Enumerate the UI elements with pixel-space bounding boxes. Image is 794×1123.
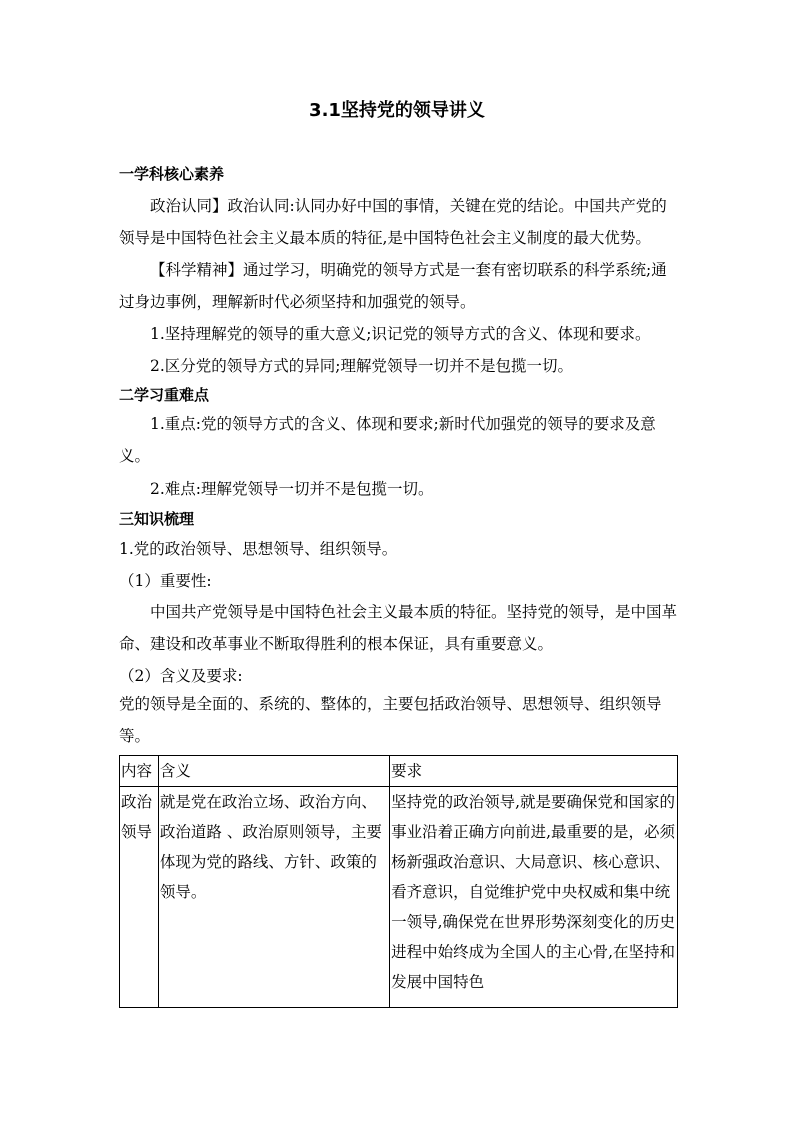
- page-title: 3.1坚持党的领导讲义: [309, 100, 485, 121]
- table-cell-requirement: 坚持党的政治领导,就是要确保党和国家的事业沿着正确方向前进,最重要的是，必须杨新强政治意识、大局意识、核心意识、看齐意识，自觉维护党中央权威和集中统一领导,确保党在世界形势深刻变化的历史进程中始终成为全国人的主心骨,在坚持和发展中国特色: [390, 787, 678, 1008]
- section-heading-core-literacy: 一学科核心素养: [119, 165, 225, 183]
- section-heading-knowledge: 三知识梳理: [119, 510, 195, 528]
- table-header-content: 内容: [120, 756, 159, 787]
- table-cell-content: 政治领导: [120, 787, 159, 1008]
- table-header-requirement: 要求: [390, 756, 678, 787]
- paragraph-leadership-overview: 党的领导是全面的、系统的、整体的，主要包括政治领导、思想领导、组织领导等。: [119, 695, 662, 745]
- paragraph-political-identity: 政治认同】政治认同:认同办好中国的事情，关键在党的结论。中国共产党的领导是中国特色社会主义最本质的特征,是中国特色社会主义制度的最大优势。: [119, 197, 667, 247]
- paragraph-importance: 中国共产党领导是中国特色社会主义最本质的特征。坚持党的领导，是中国革命、建设和改革事业不断取得胜利的根本保证，具有重要意义。: [119, 603, 678, 653]
- subheading-importance: （1）重要性:: [119, 572, 212, 590]
- leadership-table: [119, 755, 678, 1008]
- paragraph-scientific-spirit: 【科学精神】通过学习，明确党的领导方式是一套有密切联系的科学系统;通过身边事例，理解新时代必须坚持和加强党的领导。: [119, 261, 667, 311]
- paragraph-key-point: 1.重点:党的领导方式的含义、体现和要求;新时代加强党的领导的要求及意义。: [119, 415, 656, 465]
- subheading-meaning-requirements: （2）含义及要求:: [119, 667, 243, 685]
- list-item-significance: 1.坚持理解党的领导的重大意义;识记党的领导方式的含义、体现和要求。: [150, 325, 651, 343]
- table-cell-meaning: 就是党在政治立场、政治方向、政治道路 、政治原则领导，主要体现为党的路线、方针、政策的领导。: [158, 787, 389, 1008]
- list-item-leadership-types: 1.党的政治领导、思想领导、组织领导。: [119, 540, 398, 558]
- list-item-distinguish: 2.区分党的领导方式的异同;理解党领导一切并不是包揽一切。: [150, 357, 574, 375]
- table-row: [120, 787, 678, 1008]
- section-heading-key-points: 二学习重难点: [119, 386, 210, 404]
- table-header-meaning: 含义: [158, 756, 389, 787]
- paragraph-difficulty: 2.难点:理解党领导一切并不是包揽一切。: [150, 480, 434, 498]
- table-header-row: [120, 756, 678, 787]
